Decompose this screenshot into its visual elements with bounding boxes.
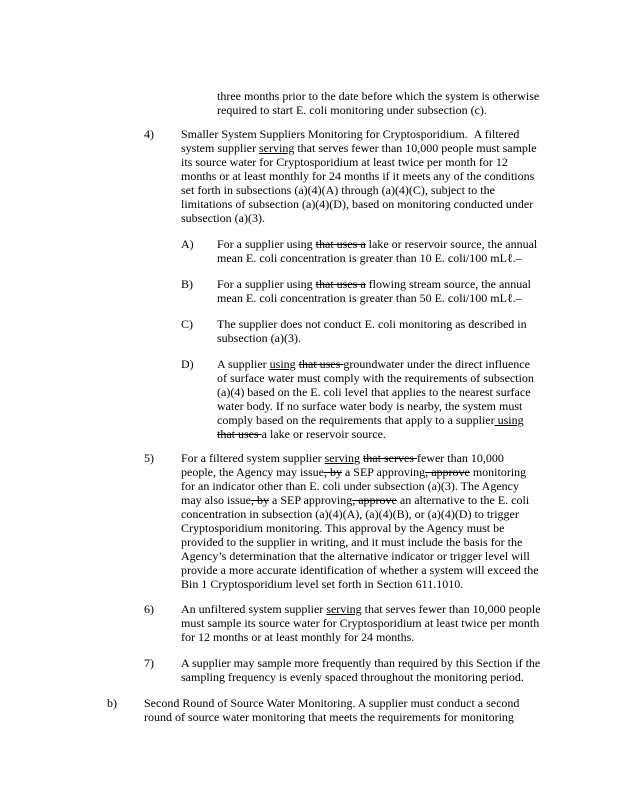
text-line: Cryptosporidium monitoring. This approval by the Agency must be bbox=[181, 521, 505, 535]
text-line: must sample its source water for Cryptosporidium at least twice per month bbox=[181, 616, 540, 630]
text-run: that serves fewer than 10,000 people bbox=[361, 602, 541, 616]
text-line: set forth in subsections (a)(4)(A) through (a)(4)(C), subject to the bbox=[181, 183, 495, 197]
item-5-paragraph bbox=[181, 451, 539, 591]
inserted-text: using bbox=[269, 357, 296, 371]
text-line: for an indicator other than E. coli under subsection (a)(3). The Agency bbox=[181, 479, 519, 493]
subitem-label-a: A) bbox=[181, 237, 194, 251]
text-line: concentration in subsection (a)(4)(A), (a)(4)(B), or (a)(4)(D) to trigger bbox=[181, 507, 519, 521]
text-run: groundwater under the direct influence bbox=[343, 357, 530, 371]
deleted-text: , approve bbox=[352, 493, 397, 507]
continuation-paragraph bbox=[217, 89, 539, 117]
text-line: sampling frequency is evenly spaced throughout the monitoring period. bbox=[181, 670, 524, 684]
text-line: mean E. coli concentration is greater than 50 E. coli/100 mLℓ.– bbox=[217, 291, 522, 305]
deleted-text: , approve bbox=[425, 465, 470, 479]
text-run: flowing stream source, the annual bbox=[365, 277, 531, 291]
text-line: for 12 months or at least monthly for 24 months. bbox=[181, 630, 415, 644]
item-label-4: 4) bbox=[144, 127, 154, 141]
text-line: Agency’s determination that the alternative indicator or trigger level will bbox=[181, 549, 530, 563]
text-run: For a supplier using bbox=[217, 277, 316, 291]
text-line: provided to the supplier in writing, and it must include the basis for the bbox=[181, 535, 523, 549]
text-line: water body. If no surface water body is nearby, the system must bbox=[217, 399, 523, 413]
item-label-7: 7) bbox=[144, 656, 154, 670]
text-run: an alternative to the E. coli bbox=[396, 493, 530, 507]
text-line: (a)(4) based on the E. coli level that applies to the nearest surface bbox=[217, 385, 531, 399]
text-line: Second Round of Source Water Monitoring. A supplier must conduct a second bbox=[144, 696, 520, 710]
inserted-text: using bbox=[494, 413, 524, 427]
deleted-text: that uses bbox=[298, 357, 344, 371]
text-line: The supplier does not conduct E. coli monitoring as described in bbox=[217, 317, 527, 331]
text-run: A supplier bbox=[217, 357, 270, 371]
text-line bbox=[217, 277, 531, 291]
inserted-text: serving bbox=[324, 451, 360, 465]
text-line: subsection (a)(3). bbox=[181, 211, 265, 225]
item-6-paragraph bbox=[181, 602, 541, 644]
item-label-5: 5) bbox=[144, 451, 154, 465]
deleted-text: that serves bbox=[362, 451, 417, 465]
text-line bbox=[181, 127, 537, 141]
item-b-paragraph bbox=[144, 696, 519, 724]
text-run: For a supplier using bbox=[217, 237, 316, 251]
deleted-text: , by bbox=[323, 465, 342, 479]
text-line: months or at least monthly for 24 months if it meets any of the conditions bbox=[181, 169, 535, 183]
deleted-text: that uses a bbox=[315, 237, 366, 251]
section-heading: Smaller System Suppliers Monitoring for Cryptosporidium. bbox=[181, 127, 468, 141]
text-run: a SEP approving bbox=[341, 465, 426, 479]
subitem-c-paragraph bbox=[217, 317, 527, 345]
text-line: A supplier may sample more frequently than required by this Section if the bbox=[181, 656, 541, 670]
inserted-text: serving bbox=[259, 141, 295, 155]
text-line bbox=[181, 451, 539, 465]
text-line: three months prior to the date before which the system is otherwise bbox=[217, 89, 540, 103]
text-line: round of source water monitoring that meets the requirements for monitoring bbox=[144, 710, 514, 724]
text-run: For a filtered system supplier bbox=[181, 451, 325, 465]
text-line bbox=[181, 602, 541, 616]
text-run: An unfiltered system supplier bbox=[181, 602, 327, 616]
text-run: may also issue bbox=[181, 493, 251, 507]
text-run: comply based on the requirements that apply to a supplier bbox=[217, 413, 495, 427]
text-run: fewer than 10,000 bbox=[416, 451, 504, 465]
text-line: its source water for Cryptosporidium at least twice per month for 12 bbox=[181, 155, 508, 169]
text-run: A filtered bbox=[473, 127, 520, 141]
text-line: subsection (a)(3). bbox=[217, 331, 301, 345]
text-line: of surface water must comply with the requirements of subsection bbox=[217, 371, 534, 385]
deleted-text: , by bbox=[251, 493, 269, 507]
text-run: a lake or reservoir source. bbox=[261, 427, 386, 441]
text-line bbox=[181, 141, 537, 155]
text-run: system supplier bbox=[181, 141, 259, 155]
deleted-text: that uses a bbox=[315, 277, 366, 291]
text-run: lake or reservoir source, the annual bbox=[365, 237, 538, 251]
subitem-label-b: B) bbox=[181, 277, 193, 291]
text-run: monitoring bbox=[469, 465, 527, 479]
text-line: provide a more accurate identification of whether a system will exceed the bbox=[181, 563, 539, 577]
deleted-text: that uses bbox=[217, 427, 262, 441]
item-label-6: 6) bbox=[144, 602, 154, 616]
subitem-a-paragraph bbox=[217, 237, 537, 265]
text-run: that serves fewer than 10,000 people must sample bbox=[294, 141, 537, 155]
text-run: a SEP approving bbox=[269, 493, 353, 507]
text-line bbox=[217, 237, 537, 251]
item-4-paragraph bbox=[181, 127, 537, 225]
text-line: required to start E. coli monitoring under subsection (c). bbox=[217, 103, 487, 117]
text-line bbox=[217, 427, 534, 441]
text-line: mean E. coli concentration is greater than 10 E. coli/100 mLℓ.– bbox=[217, 251, 522, 265]
inserted-text: serving bbox=[326, 602, 362, 616]
subitem-label-d: D) bbox=[181, 357, 194, 371]
text-line bbox=[217, 413, 534, 427]
item-7-paragraph bbox=[181, 656, 540, 684]
text-line: limitations of subsection (a)(4)(D), based on monitoring conducted under bbox=[181, 197, 534, 211]
item-label-b: b) bbox=[107, 696, 117, 710]
text-line bbox=[181, 493, 539, 507]
text-line: Bin 1 Cryptosporidium level set forth in Section 611.1010. bbox=[181, 577, 464, 591]
text-line bbox=[181, 465, 539, 479]
text-line bbox=[217, 357, 534, 371]
subitem-b-paragraph bbox=[217, 277, 531, 305]
text-run: people, the Agency may issue bbox=[181, 465, 324, 479]
subitem-d-paragraph bbox=[217, 357, 534, 441]
subitem-label-c: C) bbox=[181, 317, 193, 331]
